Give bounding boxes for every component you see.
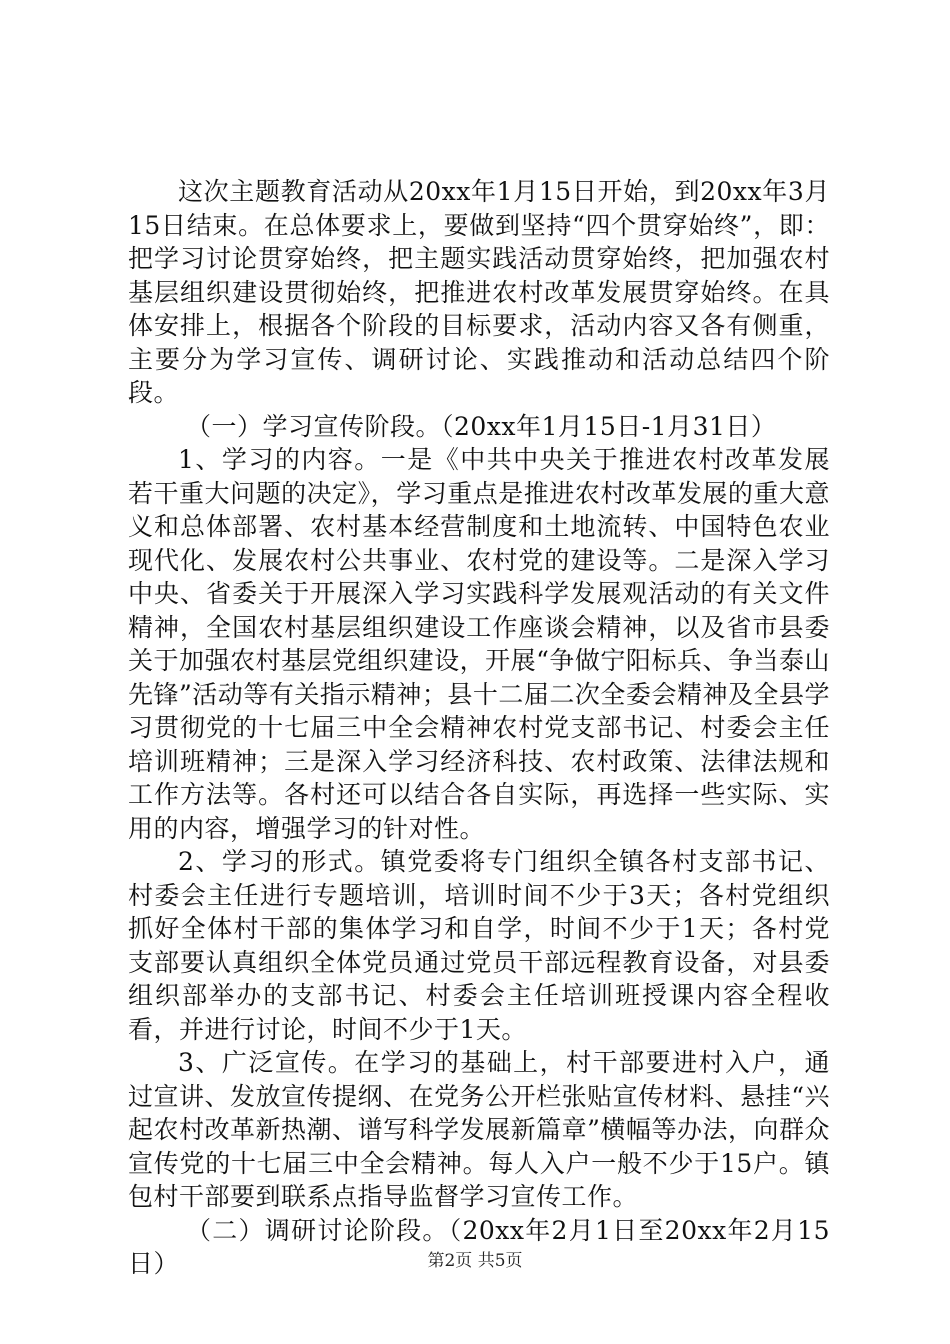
paragraph-study-form: 2、学习的形式。镇党委将专门组织全镇各村支部书记、村委会主任进行专题培训，培训时间不少于3天；各村党组织抓好全体村干部的集体学习和自学，时间不少于1天；各村党支部要认真组织全体党员通过党员干部远程教育设备，对县委组织部举办的支部书记、村委会主任培训班授课内容全程收看，并进行讨论，时间不少于1天。 [128,847,830,1044]
page-footer: 第2页 共5页 [427,1251,523,1271]
section-heading-2: （二）调研讨论阶段。（20xx年2月1日至20xx年2月15日） [128,1215,830,1278]
paragraph-intro: 这次主题教育活动从20xx年1月15日开始，到20xx年3月15日结束。在总体要求上，要做到坚持“四个贯穿始终”，即：把学习讨论贯穿始终，把主题实践活动贯穿始终，把加强农村基层组织建设贯彻始终，把推进农村改革发展贯穿始终。在具体安排上，根据各个阶段的目标要求，活动内容又各有侧重，主要分为学习宣传、调研讨论、实践推动和活动总结四个阶段。 [128,177,830,407]
paragraph-publicity: 3、广泛宣传。在学习的基础上，村干部要进村入户，通过宣讲、发放宣传提纲、在党务公开栏张贴宣传材料、悬挂“兴起农村改革新热潮、谱写科学发展新篇章”横幅等办法，向群众宣传党的十七届三中全会精神。每人入户一般不少于15户。镇包村干部要到联系点指导监督学习宣传工作。 [128,1048,830,1211]
paragraph-study-content: 1、学习的内容。一是《中共中央关于推进农村改革发展若干重大问题的决定》，学习重点是推进农村改革发展的重大意义和总体部署、农村基本经营制度和土地流转、中国特色农业现代化、发展农村公共事业、农村党的建设等。二是深入学习中央、省委关于开展深入学习实践科学发展观活动的有关文件精神，全国农村基层组织建设工作座谈会精神，以及省市县委关于加强农村基层党组织建设，开展“争做宁阳标兵、争当泰山先锋”活动等有关指示精神；县十二届二次全委会精神及全县学习贯彻党的十七届三中全会精神农村党支部书记、村委会主任培训班精神；三是深入学习经济科技、农村政策、法律法规和工作方法等。各村还可以结合各自实际，再选择一些实际、实用的内容，增强学习的针对性。 [128,445,830,843]
section-heading-1: （一）学习宣传阶段。（20xx年1月15日-1月31日） [186,411,777,441]
document-body [128,175,830,1281]
